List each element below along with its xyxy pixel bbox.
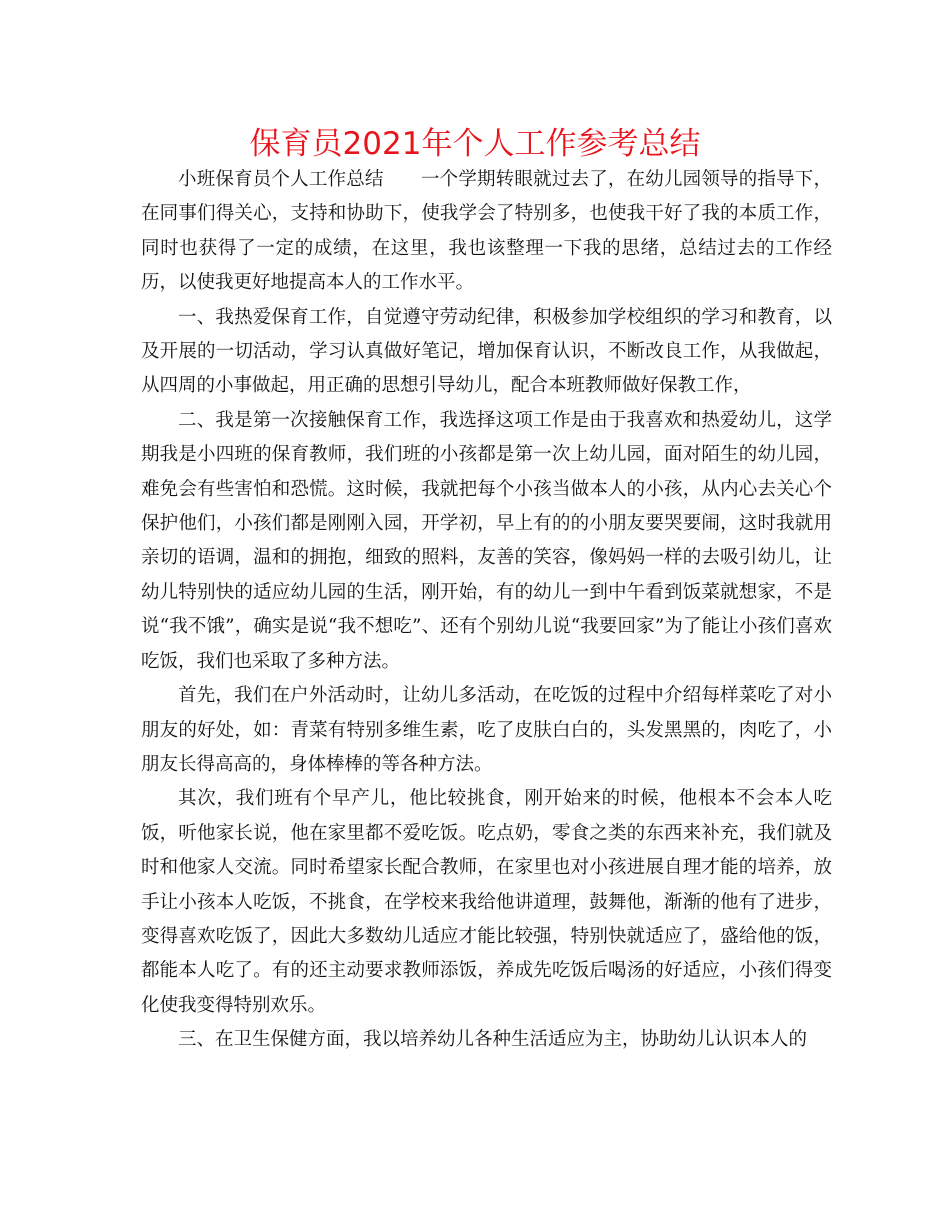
paragraph-section-one: 一、我热爱保育工作，自觉遵守劳动纪律，积极参加学校组织的学习和教育，以及开展的一切活动，学习认真做好笔记，增加保育认识，不断改良工作，从我做起，从四周的小事做起，用正确的思想引导幼儿，配合本班教师做好保教工作， xyxy=(141,306,832,397)
paragraph-first-method: 首先，我们在户外活动时，让幼儿多活动，在吃饭的过程中介绍每样菜吃了对小朋友的好处，如：青菜有特别多维生素，吃了皮肤白白的，头发黑黑的，肉吃了，小朋友长得高高的，身体棒棒的等各种方法。 xyxy=(141,685,832,775)
paragraph-section-three: 三、在卫生保健方面，我以培养幼儿各种生活适应为主，协助幼儿认识本人的 xyxy=(178,1029,808,1051)
paragraph-second-method: 其次，我们班有个早产儿，他比较挑食，刚开始来的时候，他根本不会本人吃饭，听他家长说，他在家里都不爱吃饭。吃点奶，零食之类的东西来补充，我们就及时和他家人交流。同时希望家长配合教师，在家里也对小孩进展自理才能的培养，放手让小孩本人吃饭，不挑食，在学校来我给他讲道理，鼓舞他，渐渐的他有了进步，变得喜欢吃饭了，因此大多数幼儿适应才能比较强，特别快就适应了，盛给他的饭，都能本人吃了。有的还主动要求教师添饭，养成先吃饭后喝汤的好适应，小孩们得变化使我变得特别欢乐。 xyxy=(141,788,832,1016)
paragraph-intro: 小班保育员个人工作总结 一个学期转眼就过去了，在幼儿园领导的指导下，在同事们得关心，支持和协助下，使我学会了特别多，也使我干好了我的本质工作，同时也获得了一定的成绩，在这里，我也该整理一下我的思绪，总结过去的工作经历，以使我更好地提高本人的工作水平。 xyxy=(141,169,832,294)
document-title: 保育员2021年个人工作参考总结 xyxy=(249,126,701,162)
document-body xyxy=(141,163,832,1058)
paragraph-section-two: 二、我是第一次接触保育工作，我选择这项工作是由于我喜欢和热爱幼儿，这学期我是小四班的保育教师，我们班的小孩都是第一次上幼儿园，面对陌生的幼儿园，难免会有些害怕和恐慌。这时候，我就把每个小孩当做本人的小孩，从内心去关心个保护他们，小孩们都是刚刚入园，开学初，早上有的的小朋友要哭要闹，这时我就用亲切的语调，温和的拥抱，细致的照料，友善的笑容，像妈妈一样的去吸引幼儿，让幼儿特别快的适应幼儿园的生活，刚开始，有的幼儿一到中午看到饭菜就想家，不是说“我不饿”，确实是说“我不想吃”、还有个别幼儿说“我要回家”为了能让小孩们喜欢吃饭，我们也采取了多种方法。 xyxy=(141,409,832,672)
